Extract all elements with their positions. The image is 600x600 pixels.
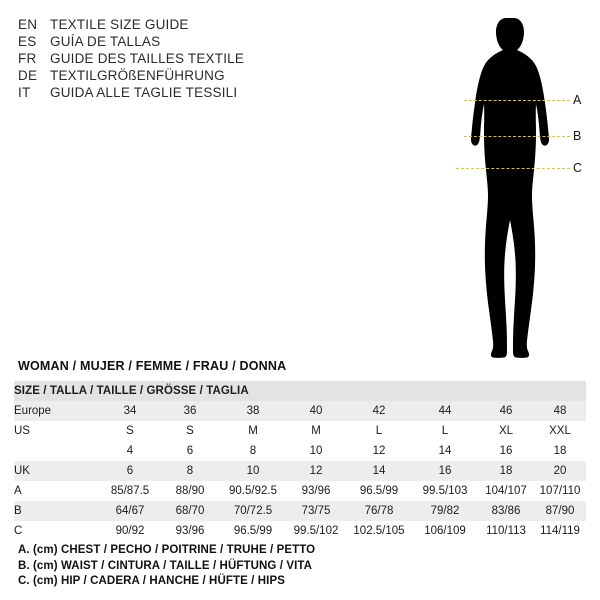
waist-guide-line (464, 136, 570, 137)
waist-marker-label: B (573, 129, 582, 143)
language-code: IT (18, 85, 31, 100)
table-row (14, 521, 586, 541)
cell: XL (478, 421, 534, 441)
cell: 90/92 (100, 521, 160, 541)
cell: 90.5/92.5 (220, 481, 286, 501)
size-table-container (14, 381, 586, 541)
cell: 85/87.5 (100, 481, 160, 501)
language-row-en (18, 16, 348, 33)
language-row-es (18, 33, 348, 50)
language-list (18, 16, 348, 101)
row-label: Europe (14, 401, 100, 421)
legend-waist: B. (cm) WAIST / CINTURA / TAILLE / HÜFTUNG / VITA (18, 559, 313, 572)
cell: 79/82 (412, 501, 478, 521)
chest-guide-line (464, 100, 570, 101)
cell: 6 (100, 461, 160, 481)
language-title: TEXTILE SIZE GUIDE (50, 17, 189, 32)
section-title: WOMAN / MUJER / FEMME / FRAU / DONNA (18, 359, 287, 373)
table-row (14, 421, 586, 441)
row-label: A (14, 481, 100, 501)
cell: 6 (160, 441, 220, 461)
size-table (14, 381, 586, 541)
cell: 8 (160, 461, 220, 481)
cell: 4 (100, 441, 160, 461)
cell: M (286, 421, 346, 441)
table-header-label: SIZE / TALLA / TAILLE / GRÖSSE / TAGLIA (14, 381, 586, 401)
cell: M (220, 421, 286, 441)
cell: 93/96 (286, 481, 346, 501)
table-row (14, 401, 586, 421)
cell: 87/90 (534, 501, 586, 521)
language-title: GUIDE DES TAILLES TEXTILE (50, 51, 245, 66)
cell: 102.5/105 (346, 521, 412, 541)
cell: 104/107 (478, 481, 534, 501)
cell: 73/75 (286, 501, 346, 521)
cell: 70/72.5 (220, 501, 286, 521)
language-row-fr (18, 50, 348, 67)
cell: 99.5/103 (412, 481, 478, 501)
cell: 8 (220, 441, 286, 461)
language-code: EN (18, 17, 38, 32)
row-label: C (14, 521, 100, 541)
cell: S (160, 421, 220, 441)
cell: 68/70 (160, 501, 220, 521)
cell: 48 (534, 401, 586, 421)
cell: 40 (286, 401, 346, 421)
cell: 110/113 (478, 521, 534, 541)
hip-guide-line (456, 168, 570, 169)
language-title: TEXTILGRÖßENFÜHRUNG (50, 68, 225, 83)
cell: 34 (100, 401, 160, 421)
row-label: UK (14, 461, 100, 481)
table-row (14, 461, 586, 481)
cell: 46 (478, 401, 534, 421)
row-label: B (14, 501, 100, 521)
cell: L (412, 421, 478, 441)
cell: 93/96 (160, 521, 220, 541)
legend-chest: A. (cm) CHEST / PECHO / POITRINE / TRUHE / PETTO (18, 544, 316, 556)
cell: 76/78 (346, 501, 412, 521)
language-row-de (18, 67, 348, 84)
cell: 106/109 (412, 521, 478, 541)
language-title: GUÍA DE TALLAS (50, 34, 161, 49)
cell: 36 (160, 401, 220, 421)
cell: 99.5/102 (286, 521, 346, 541)
cell: 20 (534, 461, 586, 481)
cell: 18 (478, 461, 534, 481)
cell: 107/110 (534, 481, 586, 501)
cell: 16 (412, 461, 478, 481)
language-code: DE (18, 68, 38, 83)
cell: 12 (286, 461, 346, 481)
cell: 10 (286, 441, 346, 461)
cell: 83/86 (478, 501, 534, 521)
cell: 18 (534, 441, 586, 461)
chest-marker-label: A (573, 93, 582, 107)
measurement-legend (18, 543, 315, 590)
cell: 64/67 (100, 501, 160, 521)
cell: 42 (346, 401, 412, 421)
language-code: FR (18, 51, 37, 66)
table-row (14, 441, 586, 461)
table-row (14, 501, 586, 521)
row-label (14, 441, 100, 461)
cell: 96.5/99 (220, 521, 286, 541)
row-label: US (14, 421, 100, 441)
cell: S (100, 421, 160, 441)
cell: 12 (346, 441, 412, 461)
table-header-row (14, 381, 586, 401)
cell: 96.5/99 (346, 481, 412, 501)
cell: L (346, 421, 412, 441)
cell: 10 (220, 461, 286, 481)
cell: 16 (478, 441, 534, 461)
female-figure (430, 8, 595, 368)
cell: 14 (346, 461, 412, 481)
table-row (14, 481, 586, 501)
hip-marker-label: C (573, 161, 583, 175)
language-row-it (18, 84, 348, 101)
cell: 88/90 (160, 481, 220, 501)
legend-hip: C. (cm) HIP / CADERA / HANCHE / HÜFTE / HIPS (18, 575, 286, 587)
cell: 38 (220, 401, 286, 421)
cell: 114/119 (534, 521, 586, 541)
language-code: ES (18, 34, 37, 49)
female-silhouette-icon (430, 8, 595, 368)
cell: XXL (534, 421, 586, 441)
cell: 14 (412, 441, 478, 461)
cell: 44 (412, 401, 478, 421)
language-title: GUIDA ALLE TAGLIE TESSILI (50, 85, 238, 100)
